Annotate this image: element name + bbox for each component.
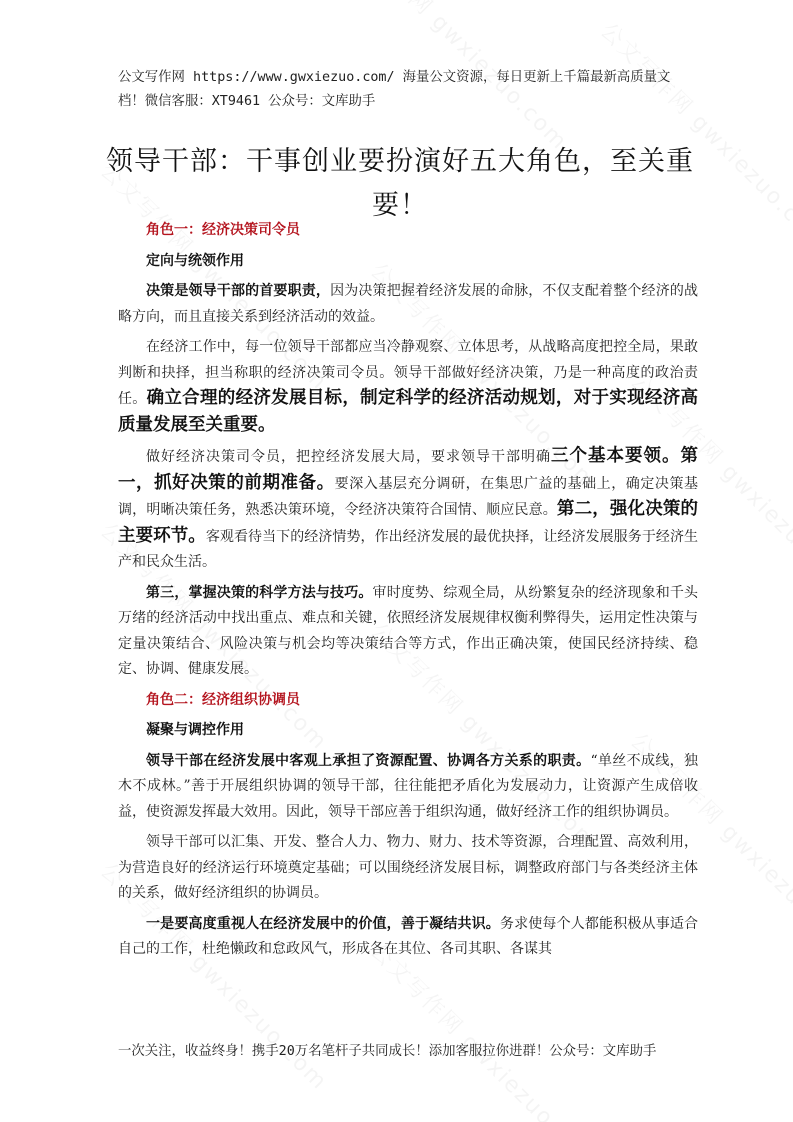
bold-lead: 领导干部在经济发展中客观上承担了资源配置、协调各方关系的职责。 <box>146 752 591 769</box>
paragraph <box>118 335 698 439</box>
paragraph <box>118 749 698 826</box>
paragraph <box>118 581 698 683</box>
paragraph-text: 领导干部可以汇集、开发、整合人力、物力、财力、技术等资源，合理配置、高效利用，为营造良好的经济运行环境奠定基础；可以围绕经济发展目标，调整政府部门与各类经济主体的关系，做好经济组织的协调员。 <box>118 834 698 901</box>
role-heading: 角色一：经济决策司令员 <box>146 222 300 238</box>
bold-lead: 决策是领导干部的首要职责， <box>146 283 331 299</box>
paragraph-text: 务求使每个人都能积极从事适合自己的工作，杜绝懒政和怠政风气，形成各在其位、各司其职、各谋其 <box>118 915 699 957</box>
role-heading: 角色二：经济组织协调员 <box>146 691 300 708</box>
role-subheading: 凝聚与调控作用 <box>146 722 244 738</box>
page-header: 公文写作网 https://www.gwxiezuo.com/ 海量公文资源，每日更新上千篇最新高质量文档！微信客服：XT9461 公众号：文库助手 <box>118 70 671 109</box>
paragraph <box>118 912 698 963</box>
paragraph <box>118 279 698 330</box>
document-title: 领导干部：干事创业要扮演好五大角色，至关重要！ <box>106 146 694 221</box>
paragraph-text: 要深入基层充分调研，在集思广益的基础上，确定决策基调，明晰决策任务，熟悉决策环境，令经济决策符合国情、顺应民意。 <box>118 475 699 518</box>
document-body <box>118 218 698 968</box>
paragraph-text: “单丝不成线，独木不成林。”善于开展组织协调的领导干部，往往能把矛盾化为发展动力，让资源产生成倍收益，使资源发挥最大效用。因此，领导干部应善于组织沟通，做好经济工作的组织协调员。 <box>118 752 698 820</box>
role-subheading: 定向与统领作用 <box>146 252 244 269</box>
bold-lead: 一是要高度重视人在经济发展中的价值，善于凝结共识。 <box>146 915 500 932</box>
bold-lead: 第三，掌握决策的科学方法与技巧。 <box>146 584 373 601</box>
emphasis-text: 三个基本要领。第一，抓好决策的前期准备。 <box>118 446 698 493</box>
paragraph-text: 客观看待当下的经济情势，作出经济发展的最优抉择，让经济发展服务于经济生产和民众生活。 <box>118 528 699 570</box>
paragraph-text: 做好经济决策司令员，把控经济发展大局，要求领导干部明确 <box>146 449 551 465</box>
paragraph-text: 审时度势、综观全局，从纷繁复杂的经济现象和千头万绪的经济活动中找出重点、难点和关键，依照经济发展规律权衡利弊得失，运用定性决策与定量决策结合、风险决策与机会均等决策结合等方式，作出正确决策，使国民经济持续、稳定、协调、健康发展。 <box>118 584 699 677</box>
paragraph <box>118 444 698 576</box>
paragraph <box>118 830 698 907</box>
emphasis-text: 确立合理的经济发展目标，制定科学的经济活动规划，对于实现经济高质量发展至关重要。 <box>118 388 698 435</box>
paragraph-text: 因为决策把握着经济发展的命脉，不仅支配着整个经济的战略方向，而且直接关系到经济活动的效益。 <box>118 283 699 325</box>
emphasis-text: 第二，强化决策的主要环节。 <box>118 499 699 546</box>
page-footer: 一次关注，收益终身！携手20万名笔杆子共同成长！添加客服拉你进群！公众号：文库助手 <box>118 1044 657 1059</box>
paragraph-text: 在经济工作中，每一位领导干部都应当冷静观察、立体思考，从战略高度把控全局，果敢判断和抉择，担当称职的经济决策司令员。领导干部做好经济决策，乃是一种高度的政治责任。 <box>118 339 698 407</box>
